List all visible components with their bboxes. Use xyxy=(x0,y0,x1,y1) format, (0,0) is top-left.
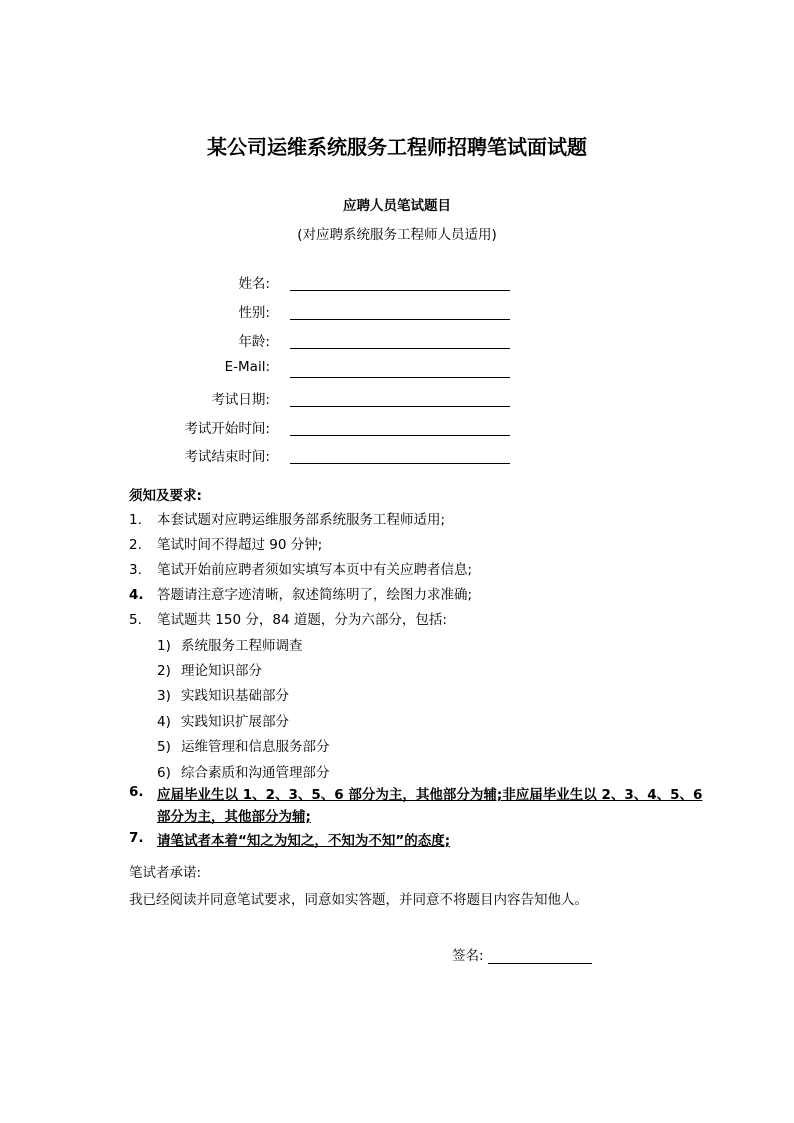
item-text: 笔试时间不得超过 90 分钟; xyxy=(157,537,323,553)
item-number: 7. xyxy=(129,830,144,846)
item-text: 笔试开始前应聘者须如实填写本页中有关应聘者信息; xyxy=(157,562,473,578)
item-number: 6. xyxy=(129,784,144,800)
age-blank-line[interactable] xyxy=(290,348,510,349)
part-number: 2) xyxy=(157,663,171,679)
item-number: 3. xyxy=(129,562,142,578)
part-text: 运维管理和信息服务部分 xyxy=(181,739,330,755)
part-item xyxy=(157,684,289,704)
part-number: 5) xyxy=(157,739,171,755)
commitment-label: 笔试者承诺: xyxy=(129,865,202,881)
notice-item xyxy=(129,608,447,628)
bold-notice-item xyxy=(129,784,709,828)
form-row-email xyxy=(120,359,520,379)
end-time-blank-line[interactable] xyxy=(290,463,510,464)
notice-heading: 须知及要求: xyxy=(129,488,202,504)
notice-item xyxy=(129,533,322,553)
item-text: 答题请注意字迹清晰，叙述简练明了，绘图力求准确; xyxy=(157,587,473,603)
part-number: 6) xyxy=(157,765,171,781)
gender-blank-line[interactable] xyxy=(290,319,510,320)
item-text: 请笔试者本着“知之为知之，不知为不知”的态度; xyxy=(157,833,451,849)
part-item xyxy=(157,735,330,755)
form-row-age xyxy=(120,330,520,350)
commitment-text: 我已经阅读并同意笔试要求，同意如实答题，并同意不将题目内容告知他人。 xyxy=(129,892,588,908)
signature-label: 签名: xyxy=(452,948,484,964)
page-title: 某公司运维系统服务工程师招聘笔试面试题 xyxy=(207,135,587,159)
field-label: 姓名: xyxy=(238,276,270,292)
part-item xyxy=(157,761,330,781)
field-label: E-Mail: xyxy=(224,359,270,375)
item-number: 2. xyxy=(129,537,142,553)
form-row-end-time xyxy=(120,445,520,465)
item-number: 5. xyxy=(129,612,142,628)
item-text: 应届毕业生以 1、2、3、5、6 部分为主，其他部分为辅;非应届毕业生以 2、3、4、5、6 部分为主，其他部分为辅; xyxy=(157,787,703,825)
item-text: 本套试题对应聘运维服务部系统服务工程师适用; xyxy=(157,512,446,528)
notice-item xyxy=(129,558,472,578)
field-label: 年龄: xyxy=(238,334,270,350)
email-blank-line[interactable] xyxy=(290,377,510,378)
bold-notice-item xyxy=(129,830,709,852)
part-text: 实践知识扩展部分 xyxy=(181,714,289,730)
applicable-note: (对应聘系统服务工程师人员适用) xyxy=(297,227,497,243)
form-row-start-time xyxy=(120,417,520,437)
part-item xyxy=(157,659,262,679)
exam-date-blank-line[interactable] xyxy=(290,406,510,407)
part-text: 理论知识部分 xyxy=(181,663,262,679)
notice-item xyxy=(129,583,472,603)
signature-blank-line[interactable] xyxy=(488,949,592,964)
field-label: 考试结束时间: xyxy=(184,449,270,465)
field-label: 性别: xyxy=(238,305,270,321)
notice-item xyxy=(129,508,445,528)
form-row-exam-date xyxy=(120,388,520,408)
start-time-blank-line[interactable] xyxy=(290,435,510,436)
part-text: 实践知识基础部分 xyxy=(181,688,289,704)
part-text: 系统服务工程师调查 xyxy=(181,638,303,654)
part-number: 3) xyxy=(157,688,171,704)
name-blank-line[interactable] xyxy=(290,290,510,291)
part-number: 1) xyxy=(157,638,171,654)
item-number: 1. xyxy=(129,512,142,528)
part-number: 4) xyxy=(157,714,171,730)
field-label: 考试日期: xyxy=(211,392,270,408)
form-row-name xyxy=(120,272,520,292)
part-item xyxy=(157,634,303,654)
field-label: 考试开始时间: xyxy=(184,421,270,437)
item-text: 笔试题共 150 分，84 道题，分为六部分，包括: xyxy=(157,612,447,628)
item-number: 4. xyxy=(129,587,144,603)
part-text: 综合素质和沟通管理部分 xyxy=(181,765,330,781)
signature-field xyxy=(452,944,592,964)
section-subtitle: 应聘人员笔试题目 xyxy=(343,198,451,214)
form-row-gender xyxy=(120,301,520,321)
part-item xyxy=(157,710,289,730)
